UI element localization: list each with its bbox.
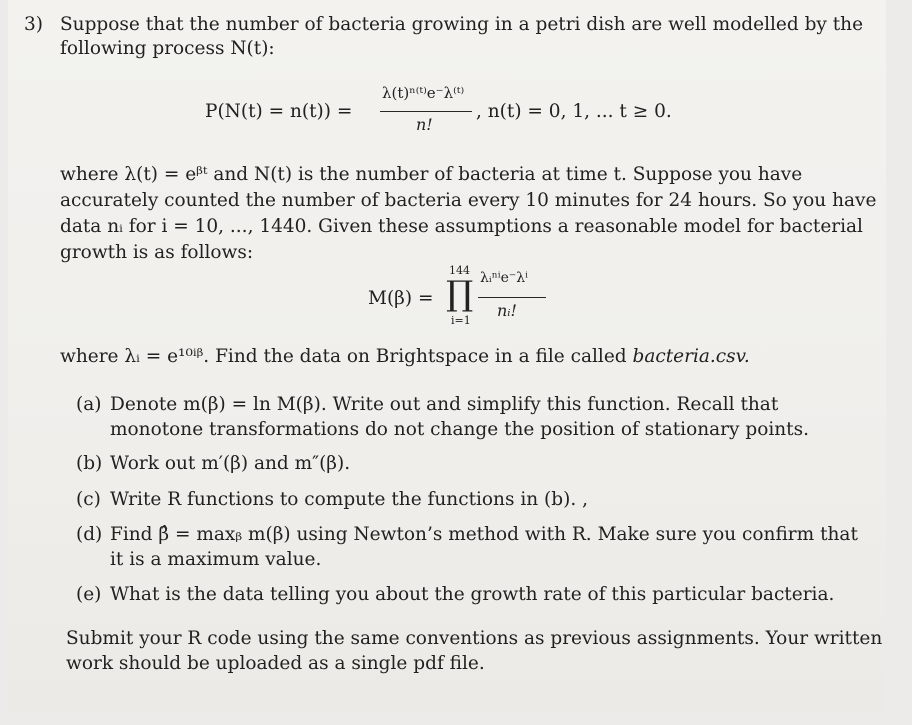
question-number: 3)	[24, 14, 43, 35]
intro-line-1: Suppose that the number of bacteria growing in a petri dish are well modelled by the	[60, 14, 864, 35]
paragraph-line-4: growth is as follows:	[60, 242, 254, 263]
part-b-label: (b)	[76, 453, 103, 474]
equation2-numerator: λᵢⁿⁱe⁻λⁱ	[480, 270, 528, 286]
equation2-lhs: M(β) =	[368, 288, 434, 309]
part-d-line-2: it is a maximum value.	[110, 549, 322, 570]
where-line	[60, 345, 750, 369]
equation1-rhs: , n(t) = 0, 1, ... t ≥ 0.	[476, 101, 672, 122]
part-a-line-1: Denote m(β) = ln M(β). Write out and simplify this function. Recall that	[110, 394, 779, 415]
part-d-label: (d)	[76, 524, 103, 545]
part-c-line-1: Write R functions to compute the functions in (b). ,	[110, 489, 588, 510]
equation1-denominator: n!	[416, 115, 433, 134]
product-lower-limit: i=1	[451, 314, 471, 327]
equation2-denominator: nᵢ!	[497, 301, 517, 320]
equation2-fraction-bar	[478, 297, 546, 298]
equation1-lhs: P(N(t) = n(t)) =	[205, 101, 353, 122]
part-e-label: (e)	[76, 584, 102, 605]
part-c-label: (c)	[76, 489, 101, 510]
part-a-line-2: monotone transformations do not change the position of stationary points.	[110, 419, 809, 440]
part-d-line-1: Find β̂ = maxᵦ m(β) using Newton’s method with R. Make sure you confirm that	[110, 524, 858, 545]
submit-line-1: Submit your R code using the same conventions as previous assignments. Your written	[66, 628, 883, 649]
product-upper-limit: 144	[449, 264, 470, 277]
part-e-line-1: What is the data telling you about the growth rate of this particular bacteria.	[110, 584, 835, 605]
submit-line-2: work should be uploaded as a single pdf file.	[66, 653, 485, 674]
intro-line-2: following process N(t):	[60, 38, 275, 59]
paragraph-line-1: where λ(t) = eᵝᵗ and N(t) is the number of bacteria at time t. Suppose you have	[60, 164, 803, 185]
equation1-fraction-bar	[380, 111, 472, 112]
equation1-numerator: λ(t)ⁿ⁽ᵗ⁾e⁻λ⁽ᵗ⁾	[382, 84, 465, 102]
where-line-prefix: where λᵢ = e¹⁰ⁱᵝ. Find the data on Brightspace in a file called	[60, 346, 633, 367]
filename: bacteria.csv.	[632, 346, 750, 367]
paragraph-line-2: accurately counted the number of bacteria every 10 minutes for 24 hours. So you have	[60, 190, 877, 211]
part-a-label: (a)	[76, 394, 102, 415]
product-symbol: ∏	[446, 274, 474, 314]
paragraph-line-3: data nᵢ for i = 10, ..., 1440. Given these assumptions a reasonable model for bacterial	[60, 216, 863, 237]
part-b-line-1: Work out m′(β) and m″(β).	[110, 453, 351, 474]
